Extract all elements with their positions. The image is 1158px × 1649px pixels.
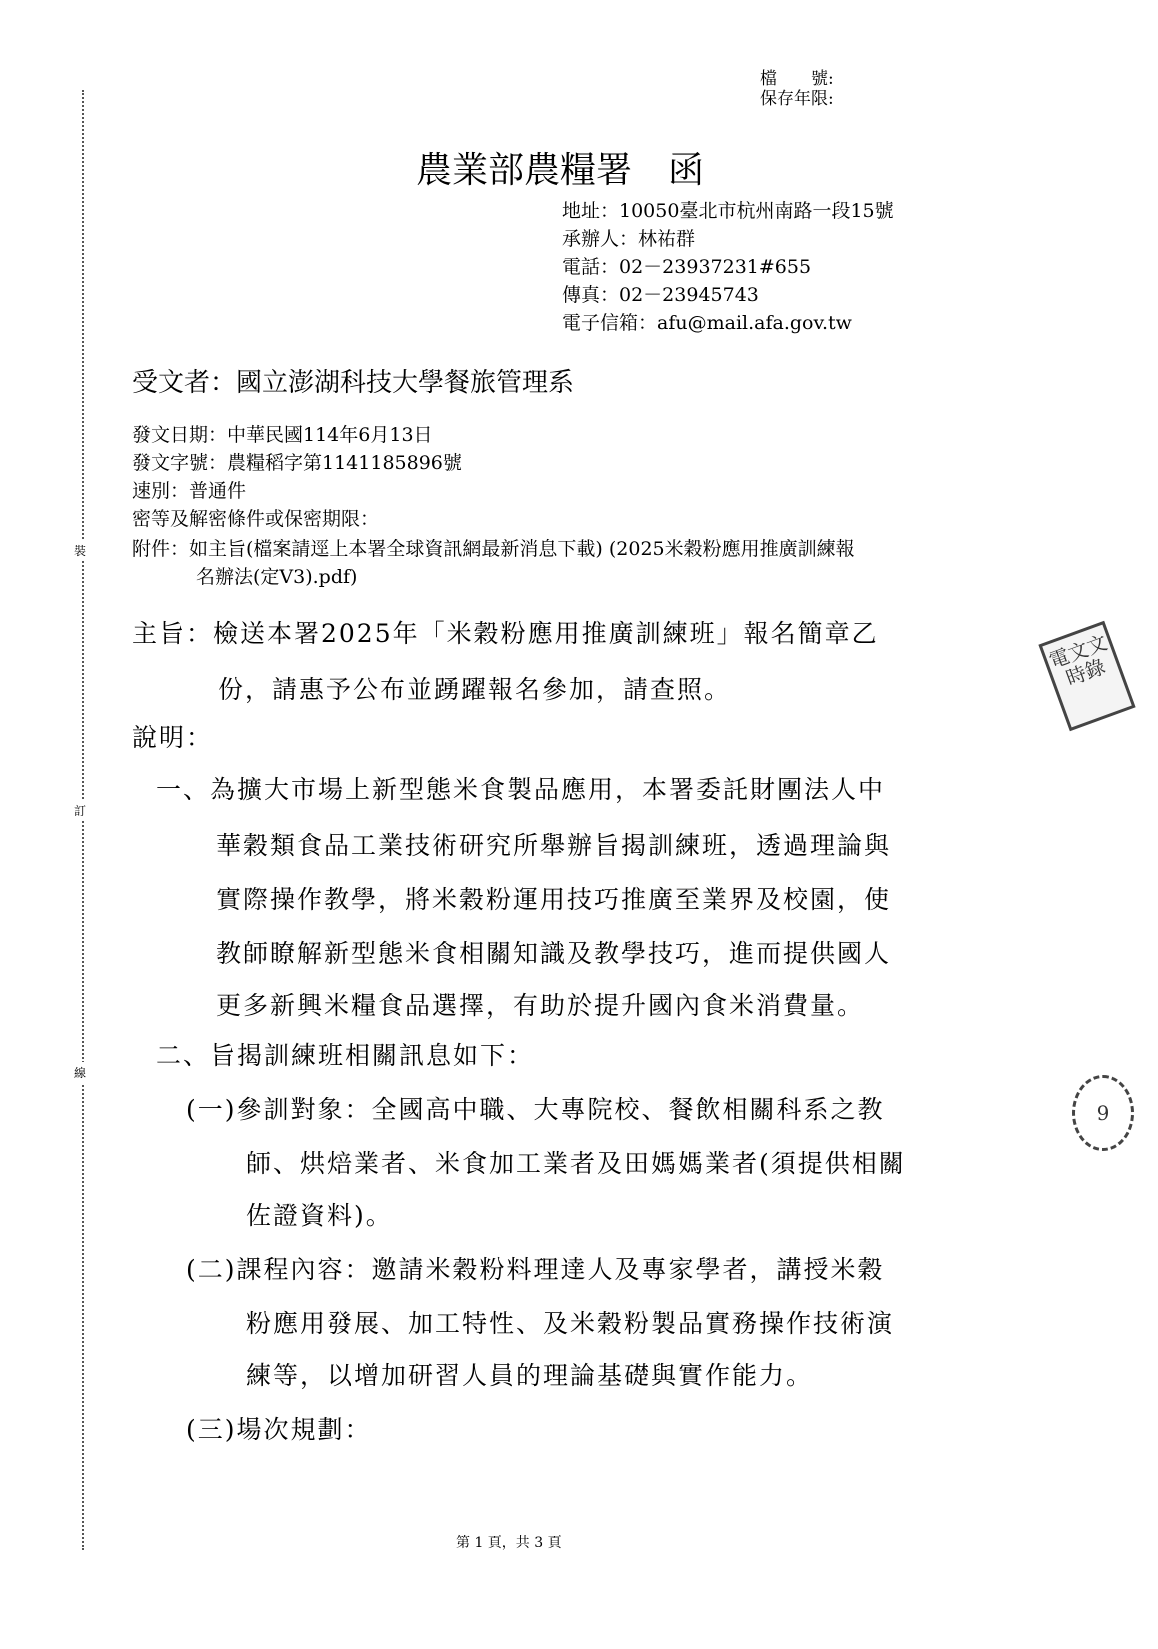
seal-number: 9 (1072, 1075, 1134, 1151)
attachment-line-2: 名辦法(定V3).pdf) (196, 566, 358, 588)
contact-fax: 傳真：02－23945743 (562, 284, 759, 306)
item2-sub1-line-2: 師、烘焙業者、米食加工業者及田媽媽業者(須提供相關 (246, 1149, 906, 1178)
secrecy-level: 密等及解密條件或保密期限： (132, 508, 380, 530)
page-number: 第 1 頁，共 3 頁 (456, 1535, 562, 1551)
item2-sub1-line-1: (一)參訓對象：全國高中職、大專院校、餐飲相關科系之教 (186, 1095, 885, 1124)
item2-sub3-line-1: (三)場次規劃： (186, 1415, 372, 1444)
subject-line-2: 份，請惠予公布並踴躍報名參加，請查照。 (218, 675, 732, 704)
recipient-line: 受文者：國立澎湖科技大學餐旅管理系 (132, 368, 575, 398)
binding-mark-zhuang: 裝 (74, 540, 86, 561)
file-number-label: 檔 號: (760, 69, 834, 89)
issue-date: 發文日期：中華民國114年6月13日 (132, 424, 433, 446)
retention-period-label: 保存年限: (760, 89, 834, 109)
item2-line-1: 二、旨揭訓練班相關訊息如下： (156, 1041, 535, 1070)
binding-mark-xian: 線 (74, 1062, 86, 1083)
subject-line-1: 主旨：檢送本署2025年「米穀粉應用推廣訓練班」報名簡章乙 (132, 619, 879, 648)
item2-sub1-line-3: 佐證資料)。 (246, 1201, 393, 1230)
item1-line-3: 實際操作教學，將米穀粉運用技巧推廣至業界及校園，使 (216, 885, 892, 914)
explanation-label: 說明： (132, 723, 214, 752)
contact-email: 電子信箱：afu@mail.afa.gov.tw (562, 312, 852, 334)
document-number: 發文字號：農糧稻字第1141185896號 (132, 452, 462, 474)
delivery-speed: 速別：普通件 (132, 480, 247, 502)
contact-handler: 承辦人：林祐群 (562, 228, 696, 250)
item1-line-4: 教師瞭解新型態米食相關知識及教學技巧，進而提供國人 (216, 939, 892, 968)
received-stamp: 電文文時錄 (1038, 621, 1135, 731)
item1-line-1: 一、為擴大市場上新型態米食製品應用，本署委託財團法人中 (156, 775, 886, 804)
contact-address: 地址：10050臺北市杭州南路一段15號 (562, 200, 894, 222)
item1-line-5: 更多新興米糧食品選擇，有助於提升國內食米消費量。 (216, 991, 865, 1020)
item1-line-2: 華穀類食品工業技術研究所舉辦旨揭訓練班，透過理論與 (216, 831, 892, 860)
item2-sub2-line-1: (二)課程內容：邀請米穀粉料理達人及專家學者，講授米穀 (186, 1255, 885, 1284)
attachment-line-1: 附件：如主旨(檔案請逕上本署全球資訊網最新消息下載) (2025米穀粉應用推廣訓練報 (132, 538, 855, 560)
contact-phone: 電話：02－23937231#655 (562, 256, 812, 278)
item2-sub2-line-2: 粉應用發展、加工特性、及米穀粉製品實務操作技術演 (246, 1309, 895, 1338)
item2-sub2-line-3: 練等，以增加研習人員的理論基礎與實作能力。 (246, 1361, 814, 1390)
document-title: 農業部農糧署 函 (416, 150, 705, 191)
binding-mark-ding: 訂 (74, 800, 86, 821)
